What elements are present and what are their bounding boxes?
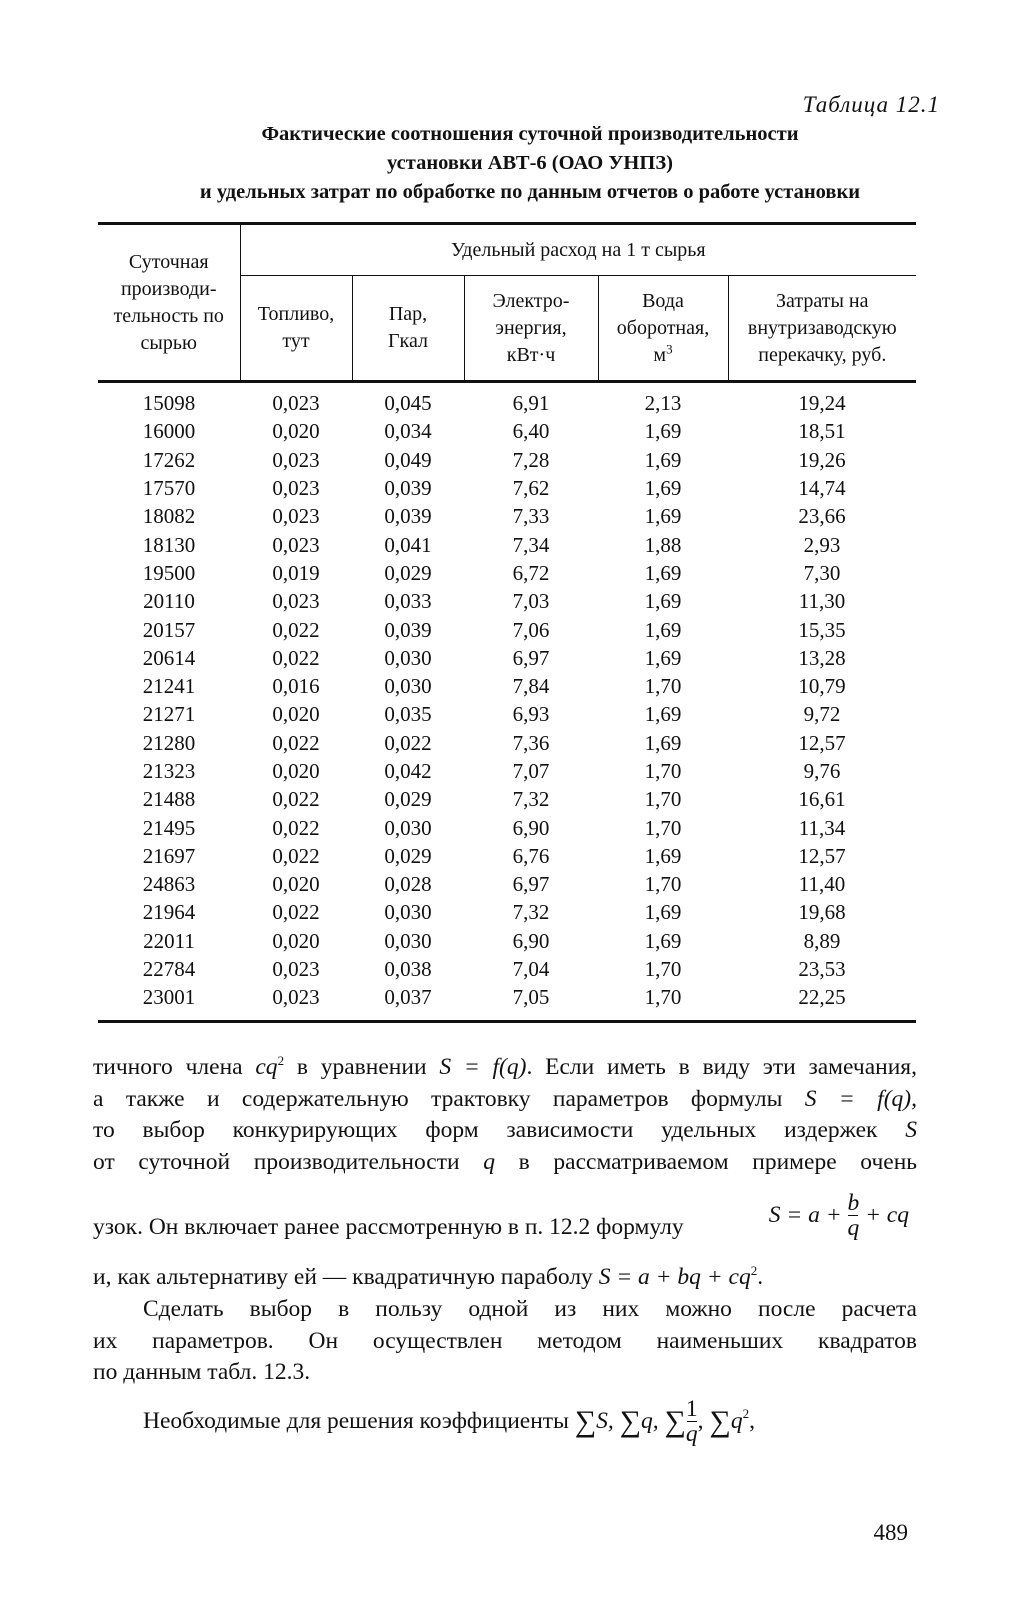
- paragraph-1-line-2: а также и содержательную трактовку параметров формулы S = f(q),: [93, 1085, 917, 1112]
- table-cell: 1,69: [644, 476, 682, 501]
- table-cell: 11,40: [798, 872, 846, 897]
- title-line-1: Фактические соотношения суточной производительности: [261, 123, 799, 145]
- sigma-symbol: ∑: [574, 1404, 597, 1438]
- table-cell: 0,023: [272, 504, 320, 529]
- table-cell: 7,33: [512, 504, 550, 529]
- table-cell: 6,90: [512, 815, 550, 840]
- table-cell: 1,69: [644, 900, 682, 925]
- table-cell: 0,022: [272, 645, 320, 670]
- table-cell: 21280: [142, 730, 196, 755]
- paragraph-1-line-3: то выбор конкурирующих форм зависимости удельных издержек S: [93, 1117, 917, 1143]
- table-cell: 0,023: [240, 983, 352, 1021]
- table-cell: 21964: [142, 900, 196, 925]
- table-cell: 19,24: [798, 391, 846, 416]
- table-row: [98, 927, 916, 955]
- table-row: [98, 898, 916, 926]
- table-cell: 23,66: [798, 504, 846, 529]
- table-row: [98, 700, 916, 728]
- table-row: [98, 757, 916, 785]
- table-cell: 6,90: [512, 928, 550, 953]
- table-row: [98, 382, 916, 418]
- table-cell: 0,029: [384, 787, 432, 812]
- table-cell: 0,016: [272, 674, 320, 699]
- table-cell: 19,68: [798, 900, 846, 925]
- table-cell: 0,035: [384, 702, 432, 727]
- table-cell: 0,023: [272, 447, 320, 472]
- table-cell: 15,35: [798, 617, 846, 642]
- table-header: [98, 224, 916, 382]
- table-cell: 6,91: [512, 391, 550, 416]
- table-cell: 23001: [98, 983, 240, 1021]
- fraction-1-over-q: $\frac{1}{q}$: [685, 1396, 698, 1447]
- table-cell: 1,70: [644, 872, 682, 897]
- table-cell: 0,049: [384, 447, 432, 472]
- table-cell: 18,51: [798, 419, 846, 444]
- table-cell: 1,69: [644, 504, 682, 529]
- table-cell: 0,039: [384, 617, 432, 642]
- table-cell: 22784: [142, 957, 196, 982]
- table-cell: 0,022: [272, 617, 320, 642]
- table-cell: 0,029: [384, 843, 432, 868]
- formula-line-text: узок. Он включает ранее рассмотренную в п. 12.2 формулу: [93, 1214, 684, 1240]
- table-row: [98, 983, 916, 1021]
- page-number: 489: [873, 1520, 908, 1545]
- table-body: [98, 382, 916, 1022]
- paragraph-1-formula-line: [93, 1192, 917, 1262]
- table-row: [98, 474, 916, 502]
- table-cell: 22011: [143, 928, 195, 953]
- table-cell: 1,69: [644, 645, 682, 670]
- table-cell: 22,25: [728, 983, 916, 1021]
- table-cell: 7,62: [512, 476, 550, 501]
- table-cell: 12,57: [798, 730, 846, 755]
- table-row: [98, 813, 916, 841]
- table-cell: 21697: [142, 843, 196, 868]
- table-row: [98, 672, 916, 700]
- table-cell: 6,40: [512, 419, 550, 444]
- paragraph-3-line-2: их параметров. Он осуществлен методом наименьших квадратов: [93, 1327, 917, 1354]
- sigma-symbol: ∑: [664, 1404, 686, 1438]
- table-cell: 24863: [142, 872, 196, 897]
- table-cell: 18082: [142, 504, 196, 529]
- table-cell: 1,69: [644, 702, 682, 727]
- table-row: [98, 729, 916, 757]
- table-cell: 0,023: [272, 532, 320, 557]
- table-cell: 9,72: [803, 702, 841, 727]
- table-cell: 0,042: [384, 759, 432, 783]
- table-cell: 12,57: [798, 843, 846, 868]
- table-cell: 1,70: [644, 674, 682, 699]
- table-row: [98, 587, 916, 615]
- header-water: Вода оборотная, $м^3$: [598, 276, 728, 382]
- table-cell: 0,022: [272, 900, 320, 925]
- table-cell: 1,69: [644, 843, 682, 868]
- table-cell: 21271: [142, 702, 196, 727]
- table-cell: 1,70: [644, 759, 682, 783]
- table-cell: 0,023: [272, 957, 320, 982]
- title-line-3: и удельных затрат по обработке по данным отчетов о работе установки: [199, 181, 861, 203]
- table-cell: 20157: [142, 617, 196, 642]
- table-row: [98, 502, 916, 530]
- table-cell: 21323: [142, 759, 196, 783]
- table-row: [98, 955, 916, 983]
- table-cell: 7,06: [512, 617, 550, 642]
- table-cell: 17570: [142, 476, 196, 501]
- table-cell: 0,020: [272, 872, 320, 897]
- table-cell: 0,039: [384, 476, 432, 501]
- header-daily-capacity: Суточная производи- тельность по сырью: [98, 224, 240, 382]
- table-cell: 0,038: [384, 957, 432, 982]
- table-cell: 7,84: [512, 674, 550, 699]
- table-cell: 0,034: [384, 419, 432, 444]
- table-cell: 0,022: [272, 843, 320, 868]
- paragraph-1-line-4: от суточной производительности q в рассматриваемом примере очень: [93, 1148, 917, 1175]
- data-table-wrapper: [98, 222, 916, 1023]
- table-cell: 23,53: [798, 957, 846, 982]
- table-row: [98, 417, 916, 445]
- table-cell: 0,037: [352, 983, 464, 1021]
- table-cell: 7,05: [464, 983, 598, 1021]
- table-cell: 0,028: [384, 872, 432, 897]
- table-row: [98, 870, 916, 898]
- table-cell: 0,030: [384, 900, 432, 925]
- paragraph-4: Необходимые для решения коэффициенты ∑S, ∑q, ∑ $\frac{1}{q}$ , $\sum q^2$,: [143, 1396, 755, 1447]
- table-cell: 21495: [142, 815, 196, 840]
- title-line-2: установки АВТ-6 (ОАО УНПЗ): [387, 152, 673, 174]
- table-cell: 1,69: [644, 447, 682, 472]
- sigma-symbol: ∑: [619, 1404, 642, 1438]
- table-cell: 1,88: [644, 532, 682, 557]
- table-cell: 0,022: [384, 730, 432, 755]
- table-cell: 11,34: [798, 815, 846, 840]
- table-cell: 18130: [142, 532, 196, 557]
- table-cell: 1,69: [644, 730, 682, 755]
- table-cell: 6,72: [512, 560, 550, 585]
- table-cell: 0,022: [272, 730, 320, 755]
- table-cell: 0,022: [272, 787, 320, 812]
- table-cell: 2,13: [644, 391, 682, 416]
- table-cell: 0,020: [272, 759, 320, 783]
- table-cell: 0,020: [272, 928, 320, 953]
- table-cell: 13,28: [798, 645, 846, 670]
- table-cell: 1,69: [644, 617, 682, 642]
- table-cell: 0,023: [272, 391, 320, 416]
- table-row: [98, 842, 916, 870]
- table-cell: 6,76: [512, 843, 550, 868]
- table-cell: 15098: [142, 391, 196, 416]
- paragraph-2: и, как альтернативу ей — квадратичную параболу S = a + bq + $cq^2$.: [93, 1263, 764, 1290]
- data-table: [98, 222, 916, 1023]
- table-cell: 0,020: [272, 702, 320, 727]
- table-cell: 8,89: [803, 928, 841, 953]
- paragraph-3-line-3: по данным табл. 12.3.: [93, 1359, 311, 1385]
- fraction-b-over-q: $\frac{b}{q}$: [847, 1190, 860, 1241]
- table-cell: 0,033: [384, 589, 432, 614]
- table-caption: Таблица 12.1: [802, 92, 940, 117]
- table-cell: 0,030: [384, 928, 432, 953]
- paragraph-3-line-1: Сделать выбор в пользу одной из них можно после расчета: [143, 1296, 917, 1322]
- table-cell: 1,69: [644, 560, 682, 585]
- table-cell: 17262: [142, 447, 196, 472]
- table-cell: 7,32: [512, 787, 550, 812]
- table-cell: 9,76: [803, 759, 841, 783]
- header-steam: Пар, Гкал: [352, 276, 464, 382]
- table-cell: 10,79: [798, 674, 846, 699]
- table-row: [98, 785, 916, 813]
- table-cell: 6,93: [512, 702, 550, 727]
- header-pumping-costs: Затраты на внутризаводскую перекачку, руб.: [728, 276, 916, 382]
- table-cell: 7,28: [512, 447, 550, 472]
- table-cell: 7,36: [512, 730, 550, 755]
- table-cell: 11,30: [798, 589, 846, 614]
- table-cell: 2,93: [803, 532, 841, 557]
- header-electricity: Электро- энергия, кВт·ч: [464, 276, 598, 382]
- table-cell: 7,34: [512, 532, 550, 557]
- paragraph-1-line-1: тичного члена $cq^2$ в уравнении S = f(q). Если иметь в виду эти замечания,: [93, 1053, 917, 1080]
- table-cell: 7,07: [512, 759, 550, 783]
- table-row: [98, 530, 916, 558]
- table-cell: 0,030: [384, 815, 432, 840]
- table-cell: 0,019: [272, 560, 320, 585]
- table-cell: 7,04: [512, 957, 550, 982]
- table-cell: 1,70: [644, 957, 682, 982]
- table-row: [98, 615, 916, 643]
- table-title: [100, 120, 960, 207]
- header-fuel: Топливо, тут: [240, 276, 352, 382]
- table-cell: 0,030: [384, 645, 432, 670]
- table-cell: 7,32: [512, 900, 550, 925]
- table-cell: 0,041: [384, 532, 432, 557]
- table-cell: 21488: [142, 787, 196, 812]
- table-cell: 0,022: [272, 815, 320, 840]
- table-cell: 6,97: [512, 645, 550, 670]
- table-cell: 0,029: [384, 560, 432, 585]
- table-cell: 0,030: [384, 674, 432, 699]
- table-cell: 0,023: [272, 589, 320, 614]
- paragraph-3: [93, 1294, 917, 1389]
- table-row: [98, 559, 916, 587]
- table-cell: 0,020: [272, 419, 320, 444]
- table-cell: 1,69: [644, 589, 682, 614]
- table-cell: 21241: [142, 674, 196, 699]
- table-cell: 14,74: [798, 476, 846, 501]
- table-cell: 16000: [142, 419, 196, 444]
- table-cell: 1,70: [598, 983, 728, 1021]
- table-cell: 20614: [142, 645, 196, 670]
- table-cell: 0,023: [272, 476, 320, 501]
- table-cell: 16,61: [798, 787, 846, 812]
- sigma-symbol: ∑: [709, 1404, 731, 1438]
- formula-s-a-b-q-cq: S = a + $\frac{b}{q}$ + cq: [768, 1190, 909, 1241]
- table-cell: 20110: [143, 589, 195, 614]
- table-cell: 19500: [142, 560, 196, 585]
- table-cell: 1,69: [644, 928, 682, 953]
- table-cell: 0,039: [384, 504, 432, 529]
- table-row: [98, 644, 916, 672]
- table-cell: 0,045: [384, 391, 432, 416]
- table-row: [98, 446, 916, 474]
- header-specific-consumption: Удельный расход на 1 т сырья: [240, 224, 916, 276]
- table-cell: 19,26: [798, 447, 846, 472]
- table-cell: 7,03: [512, 589, 550, 614]
- table-cell: 1,70: [644, 787, 682, 812]
- table-cell: 7,30: [803, 560, 841, 585]
- table-cell: 1,70: [644, 815, 682, 840]
- paragraph-1: [93, 1052, 917, 1178]
- table-cell: 6,97: [512, 872, 550, 897]
- table-cell: 1,69: [644, 419, 682, 444]
